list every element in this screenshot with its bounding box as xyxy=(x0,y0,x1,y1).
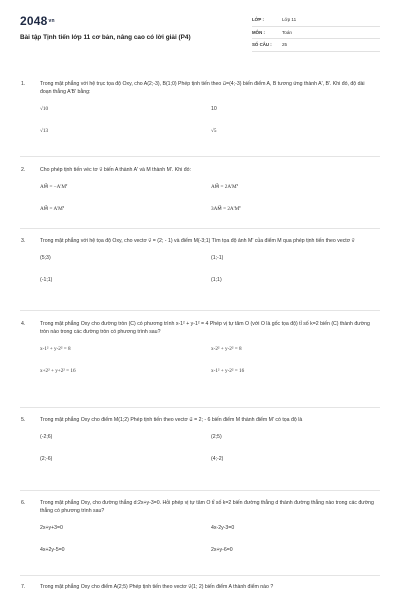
meta-label: MÔN : xyxy=(252,29,265,35)
option-b[interactable]: 4x-2y-3=0 xyxy=(211,525,235,531)
question-number: 1. xyxy=(21,81,26,87)
question-text: Trong mặt phẳng với hệ tọa độ Oxy, cho vectơ v⃗ = (2; - 1) và điểm M(-3;1) Tìm tọa độ ảnh M' của điểm M qua phép tịnh tiến theo vectơ v⃗ xyxy=(40,238,355,244)
question-number: 4. xyxy=(21,321,26,327)
options xyxy=(40,424,380,474)
options xyxy=(40,515,380,565)
question-number: 3. xyxy=(21,238,26,244)
question-text: Trong mặt phẳng Oxy, cho đường thẳng d:2x+y-3=0. Hỏi phép vị tự tâm O tỉ số k=2 biến đường thẳng d thành đường thẳng nào trong các đường thẳng có phương trình sau? xyxy=(40,500,374,514)
meta-label: SỐ CÂU : xyxy=(252,42,272,48)
meta-value: 25 xyxy=(282,42,288,48)
option-a[interactable]: √10 xyxy=(40,106,49,112)
meta-value: Lớp 11 xyxy=(282,17,297,23)
option-d[interactable]: x-1² + y-2² = 16 xyxy=(211,368,245,374)
option-a[interactable]: (5;3) xyxy=(40,255,51,261)
divider xyxy=(20,156,380,157)
question-3 xyxy=(20,237,380,295)
divider xyxy=(20,310,380,311)
question-number: 7. xyxy=(21,584,26,590)
options xyxy=(40,336,380,386)
question-2 xyxy=(20,166,380,224)
meta-row-subject xyxy=(252,27,380,40)
options xyxy=(40,245,380,295)
site-logo[interactable] xyxy=(20,14,55,28)
page-header xyxy=(0,0,400,60)
option-d[interactable]: 2x+y-6=0 xyxy=(211,547,233,553)
question-text: Cho phép tịnh tiến véc tơ v⃗ biến A thành A' và M thành M'. Khi đó: xyxy=(40,167,191,173)
document-title: Bài tập Tịnh tiến lớp 11 cơ bản, nâng cao có lời giải (P4) xyxy=(20,34,191,41)
question-number: 6. xyxy=(21,500,26,506)
divider xyxy=(20,228,380,229)
question-number: 2. xyxy=(21,167,26,173)
question-text: Trong mặt phẳng Oxy cho điểm M(1;2) Phép tịnh tiến theo vectơ u⃗ = 2; - 6 biến điểm M thành điểm M' có tọa độ là xyxy=(40,417,303,423)
question-4 xyxy=(20,320,380,386)
divider xyxy=(20,575,380,576)
question-6 xyxy=(20,499,380,565)
logo-text: 2048 xyxy=(20,14,48,28)
option-d[interactable]: 3AM⃗ = 2A'M'⃗ xyxy=(211,206,241,212)
option-c[interactable]: x+2² + y+2² = 16 xyxy=(40,368,76,374)
option-c[interactable]: (-1;1) xyxy=(40,277,53,283)
question-text: Trong mặt phẳng với hệ trục tọa độ Oxy, cho A(2;-3), B(1;0) Phép tịnh tiến theo u⃗=(4;-3) biến điểm A, B tương ứng thành A', B'. Khi đó, độ dài đoạn thẳng A'B' bằng: xyxy=(40,81,365,95)
option-a[interactable]: AM⃗ = −A'M'⃗ xyxy=(40,184,68,190)
option-b[interactable]: 10 xyxy=(211,106,217,112)
logo-suffix: vn xyxy=(48,18,55,24)
option-b[interactable]: (1;-1) xyxy=(211,255,224,261)
option-d[interactable]: (4;-2) xyxy=(211,456,224,462)
divider xyxy=(20,407,380,408)
question-number: 5. xyxy=(21,417,26,423)
question-1 xyxy=(20,80,380,146)
meta-row-class xyxy=(252,14,380,27)
option-d[interactable]: √5 xyxy=(211,128,217,134)
meta-table xyxy=(252,14,380,52)
option-c[interactable]: (2;-6) xyxy=(40,456,53,462)
option-c[interactable]: 4x+2y-5=0 xyxy=(40,547,65,553)
divider xyxy=(20,490,380,491)
options xyxy=(40,96,380,146)
question-7 xyxy=(20,583,380,591)
option-b[interactable]: (2;5) xyxy=(211,434,222,440)
option-c[interactable]: √13 xyxy=(40,128,49,134)
option-b[interactable]: AM⃗ = 2A'M'⃗ xyxy=(211,184,239,190)
question-5 xyxy=(20,416,380,474)
option-a[interactable]: 2x+y+3=0 xyxy=(40,525,63,531)
meta-value: Toán xyxy=(282,29,292,35)
meta-row-count xyxy=(252,39,380,52)
option-c[interactable]: AM⃗ = A'M'⃗ xyxy=(40,206,65,212)
option-d[interactable]: (1;1) xyxy=(211,277,222,283)
option-b[interactable]: x-2² + y-2² = 8 xyxy=(211,346,242,352)
question-text: Trong mặt phẳng Oxy cho điểm A(2;5) Phép tịnh tiến theo vectơ v⃗(1; 2) biến điểm A thành điểm nào ? xyxy=(40,584,274,590)
options xyxy=(40,174,380,224)
meta-label: LỚP : xyxy=(252,17,264,23)
question-text: Trong mặt phẳng Oxy cho đường tròn (C) có phương trình x-1² + y-1² = 4 Phép vị tự tâm O (với O là gốc tọa độ) tỉ số k=2 biến (C) thành đường tròn nào trong các đường tròn có phương trình sau? xyxy=(40,321,370,335)
option-a[interactable]: x-1² + y-2² = 8 xyxy=(40,346,71,352)
option-a[interactable]: (-2;6) xyxy=(40,434,53,440)
